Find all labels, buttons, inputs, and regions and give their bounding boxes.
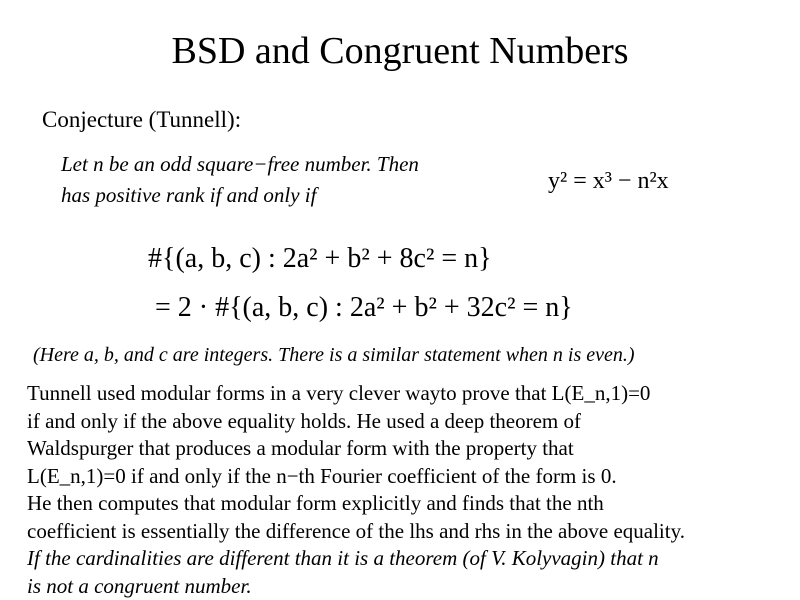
statement-line-1: Let n be an odd square−free number. Then <box>61 152 419 176</box>
integer-note: (Here a, b, and c are integers. There is a similar statement when n is even.) <box>33 344 635 366</box>
explanation-line: Waldspurger that produces a modular form with the property that <box>27 436 574 460</box>
explanation-line: He then computes that modular form explicitly and finds that the nth <box>27 491 604 515</box>
tunnell-equation-line-1: #{(a, b, c) : 2a² + b² + 8c² = n} <box>148 243 492 274</box>
explanation-line: coefficient is essentially the difference of the lhs and rhs in the above equality. <box>27 518 685 543</box>
explanation-line: L(E_n,1)=0 if and only if the n−th Fourier coefficient of the form is 0. <box>27 463 617 488</box>
elliptic-curve-equation: y² = x³ − n²x <box>548 168 669 194</box>
statement-line-2: has positive rank if and only if <box>61 183 317 207</box>
explanation-line: if and only if the above equality holds. He used a deep theorem of <box>27 408 581 433</box>
kolyvagin-line: If the cardinalities are different than it is a theorem (of V. Kolyvagin) that n <box>27 546 659 570</box>
explanation-text <box>27 380 797 600</box>
tunnell-equation-line-2: = 2 · #{(a, b, c) : 2a² + b² + 32c² = n} <box>155 292 573 323</box>
slide-title: BSD and Congruent Numbers <box>171 30 629 72</box>
conjecture-heading: Conjecture (Tunnell): <box>42 107 242 132</box>
explanation-line: Tunnell used modular forms in a very clever wayto prove that L(E_n,1)=0 <box>27 381 651 405</box>
kolyvagin-line: is not a congruent number. <box>27 573 252 598</box>
